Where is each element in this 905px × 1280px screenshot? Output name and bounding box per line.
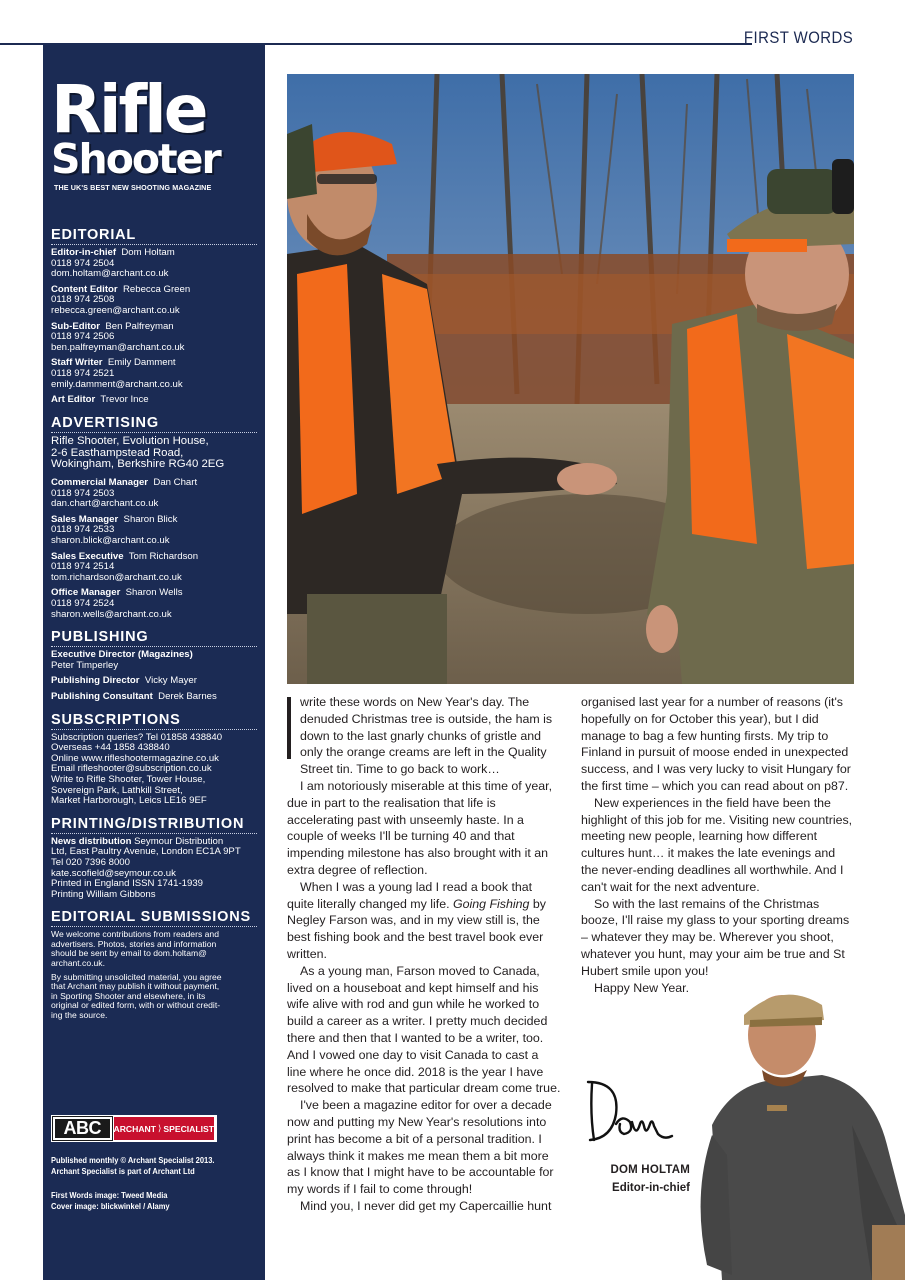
subscription-line: Subscription queries? Tel 01858 438840	[51, 731, 223, 743]
contact-role: Executive Director (Magazines)	[51, 649, 193, 661]
book-title: Going Fishing	[452, 896, 530, 911]
subscription-line: Write to Rifle Shooter, Tower House,	[51, 773, 206, 785]
contact-phone: 0118 974 2504	[51, 257, 115, 269]
submissions-line: By submitting unsolicited material, you agree	[51, 971, 222, 982]
submissions-line: advertisers. Photos, stories and information	[51, 938, 217, 949]
archant-text: ARCHANT	[113, 1123, 157, 1134]
contact-email: rebecca.green@archant.co.uk	[51, 304, 180, 316]
contact-line: Publishing Consultant Derek Barnes	[51, 691, 217, 703]
subscription-line: Online www.rifleshootermagazine.co.uk	[51, 752, 219, 764]
contact-email: sharon.blick@archant.co.uk	[51, 535, 170, 547]
address-line: 2-6 Easthampstead Road,	[51, 446, 184, 459]
abc-logo: ABC	[53, 1117, 112, 1140]
article-paragraph: organised last year for a number of reasons (it's hopefully on for October this year), but I did manage to bag a few hunting firsts. My trip to Finland in pursuit of moose ended in unexpected success, and I was very lucky to visit Hungary for the first time – which you can read about on p87.	[581, 695, 851, 793]
article-paragraph: As a young man, Farson moved to Canada, lived on a houseboat and kept himself and his wife alive with rod and gun while he worked to build a career as a writer. I pretty much decided there and then that I wanted to be a writer, too. And I vowed one day to visit Canada to cast a line where he once did. 2018 is the year I have resolved to make that particular dream come true.	[287, 963, 561, 1096]
contact-line: Staff Writer Emily Damment	[51, 357, 176, 369]
advertising-heading: ADVERTISING	[51, 415, 257, 433]
editorial-contacts	[51, 248, 257, 406]
hunters-photo	[287, 74, 854, 684]
logo-rifle: Rifle	[51, 71, 206, 148]
signoff-title: Editor-in-chief	[612, 1182, 690, 1194]
logo-shooter: Shooter	[51, 135, 220, 183]
archant-specialist-logo: ARCHANT ⟩ SPECIALIST	[114, 1117, 214, 1140]
contact-phone: 0118 974 2524	[51, 598, 115, 610]
advertising-address	[51, 436, 257, 471]
editorial-heading: EDITORIAL	[51, 227, 257, 245]
subscription-line: Sovereign Park, Lathkill Street,	[51, 784, 183, 796]
contact-line: Sub-Editor Ben Palfreyman	[51, 320, 174, 332]
submissions-heading: EDITORIAL SUBMISSIONS	[51, 909, 257, 927]
advertising-contacts	[51, 478, 257, 620]
submissions-line: archant.co.uk.	[51, 957, 105, 968]
article-column-1	[287, 694, 561, 1215]
part-of-note: Archant Specialist is part of Archant Ltd	[51, 1167, 195, 1176]
article-column-2	[581, 694, 854, 996]
article-paragraph: Mind you, I never did get my Capercaillie hunt	[300, 1198, 552, 1213]
article-paragraph: I am notoriously miserable at this time of year, due in part to the realisation that life is accelerating past with unseemly haste. In a couple of weeks I'll be turning 40 and that impending milestone has also brought with it an extra degree of reflection.	[287, 778, 553, 877]
printing-line: Ltd, East Paultry Avenue, London EC1A 9PT	[51, 846, 241, 858]
contact-line: Sales Manager Sharon Blick	[51, 513, 178, 525]
contact-email: dom.holtam@archant.co.uk	[51, 268, 169, 280]
signoff-name: DOM HOLTAM	[610, 1164, 690, 1176]
article-paragraph: I've been a magazine editor for over a decade now and putting my New Year's resolutions into print has become a bit of a personal tradition. I always think it makes me mean them a bit more as I know that I might have to be accountable for my words if I fail to come through!	[287, 1098, 554, 1197]
drop-cap-bar	[287, 697, 291, 759]
editor-signature	[580, 1074, 680, 1148]
contact-name: Peter Timperley	[51, 659, 119, 671]
contact-email: dan.chart@archant.co.uk	[51, 498, 159, 510]
printing-line: kate.scofield@seymour.co.uk	[51, 867, 176, 879]
editor-photo	[672, 975, 905, 1280]
subscriptions-heading: SUBSCRIPTIONS	[51, 712, 257, 730]
contact-line: Art Editor Trevor Ince	[51, 394, 149, 406]
article-paragraph: New experiences in the field have been the highlight of this job for me. Visiting new countries, meeting new people, learning how different cultures hunt… it makes the late evenings and the never-ending deadlines all worthwhile. And I can't wait for the next adventure.	[581, 795, 853, 894]
article-paragraph: When I was a young lad I read a book that quite literally changed my life. Going Fishing by Negley Farson was, and in my view still is, the best fishing book and the best travel book ever written.	[287, 879, 546, 961]
article-paragraph: write these words on New Year's day. The denuded Christmas tree is outside, the ham is down to the last gnarly chunks of gristle and only the orange creams are left in the Quality Street tin. Time to go back to work…	[300, 695, 553, 777]
contact-line: Publishing Director Vicky Mayer	[51, 675, 197, 687]
printing-heading: PRINTING/DISTRIBUTION	[51, 816, 257, 834]
submissions-line: should be sent by email to dom.holtam@	[51, 948, 207, 959]
subscriptions-info	[51, 733, 257, 807]
submissions-line: ing the source.	[51, 1009, 108, 1020]
contact-line: Editor-in-chief Dom Holtam	[51, 247, 175, 258]
submissions-line: in Sporting Shooter and elsewhere, in its	[51, 990, 206, 1001]
article-paragraph: So with the last remains of the Christmas booze, I'll raise my glass to your sporting dreams – whatever they may be. Wherever you shoot, whatever you hunt, may your aim be true and St Hubert smile upon you!	[581, 896, 850, 978]
logo-tagline: THE UK'S BEST NEW SHOOTING MAGAZINE	[54, 183, 212, 192]
printing-line: News distribution Seymour Distribution	[51, 835, 224, 847]
subscription-line: Market Harborough, Leics LE16 9EF	[51, 795, 207, 807]
contact-phone: 0118 974 2503	[51, 487, 115, 499]
contact-phone: 0118 974 2506	[51, 331, 115, 343]
contact-line: Office Manager Sharon Wells	[51, 587, 183, 599]
printing-info	[51, 837, 257, 901]
contact-phone: 0118 974 2514	[51, 561, 115, 573]
subscription-line: Overseas +44 1858 438840	[51, 742, 170, 754]
publisher-logos	[51, 1115, 217, 1142]
contact-phone: 0118 974 2533	[51, 524, 115, 536]
specialist-text: SPECIALIST	[163, 1123, 214, 1134]
contact-email: ben.palfreyman@archant.co.uk	[51, 341, 185, 353]
submissions-line: original or edited form, with or without credit-	[51, 1000, 221, 1011]
submissions-info	[51, 930, 257, 1020]
article-paragraph: Happy New Year.	[594, 980, 690, 995]
printing-line: Tel 020 7396 8000	[51, 856, 130, 868]
contact-phone: 0118 974 2521	[51, 367, 115, 379]
section-label: FIRST WORDS	[743, 28, 853, 47]
address-line: Wokingham, Berkshire RG40 2EG	[51, 458, 225, 471]
printing-line: Printing William Gibbons	[51, 888, 156, 900]
contact-line: Commercial Manager Dan Chart	[51, 477, 198, 489]
contact-email: sharon.wells@archant.co.uk	[51, 608, 172, 620]
masthead-sidebar	[43, 43, 265, 1280]
contact-email: emily.damment@archant.co.uk	[51, 378, 183, 390]
printing-line: Printed in England ISSN 1741-1939	[51, 878, 204, 890]
submissions-line: that Archant may publish it without payment,	[51, 981, 220, 992]
contact-line: Sales Executive Tom Richardson	[51, 550, 199, 562]
contact-email: tom.richardson@archant.co.uk	[51, 571, 182, 583]
address-line: Rifle Shooter, Evolution House,	[51, 434, 209, 447]
first-words-image-credit: First Words image: Tweed Media	[51, 1191, 168, 1200]
contact-line: Content Editor Rebecca Green	[51, 283, 191, 295]
cover-image-credit: Cover image: blickwinkel / Alamy	[51, 1202, 170, 1211]
publishing-contacts	[51, 650, 257, 702]
contact-phone: 0118 974 2508	[51, 294, 115, 306]
submissions-line: We welcome contributions from readers and	[51, 929, 219, 940]
magazine-logo	[51, 71, 257, 227]
published-note: Published monthly © Archant Specialist 2013.	[51, 1156, 215, 1165]
publishing-heading: PUBLISHING	[51, 629, 257, 647]
subscription-line: Email rifleshooter@subscription.co.uk	[51, 763, 212, 775]
